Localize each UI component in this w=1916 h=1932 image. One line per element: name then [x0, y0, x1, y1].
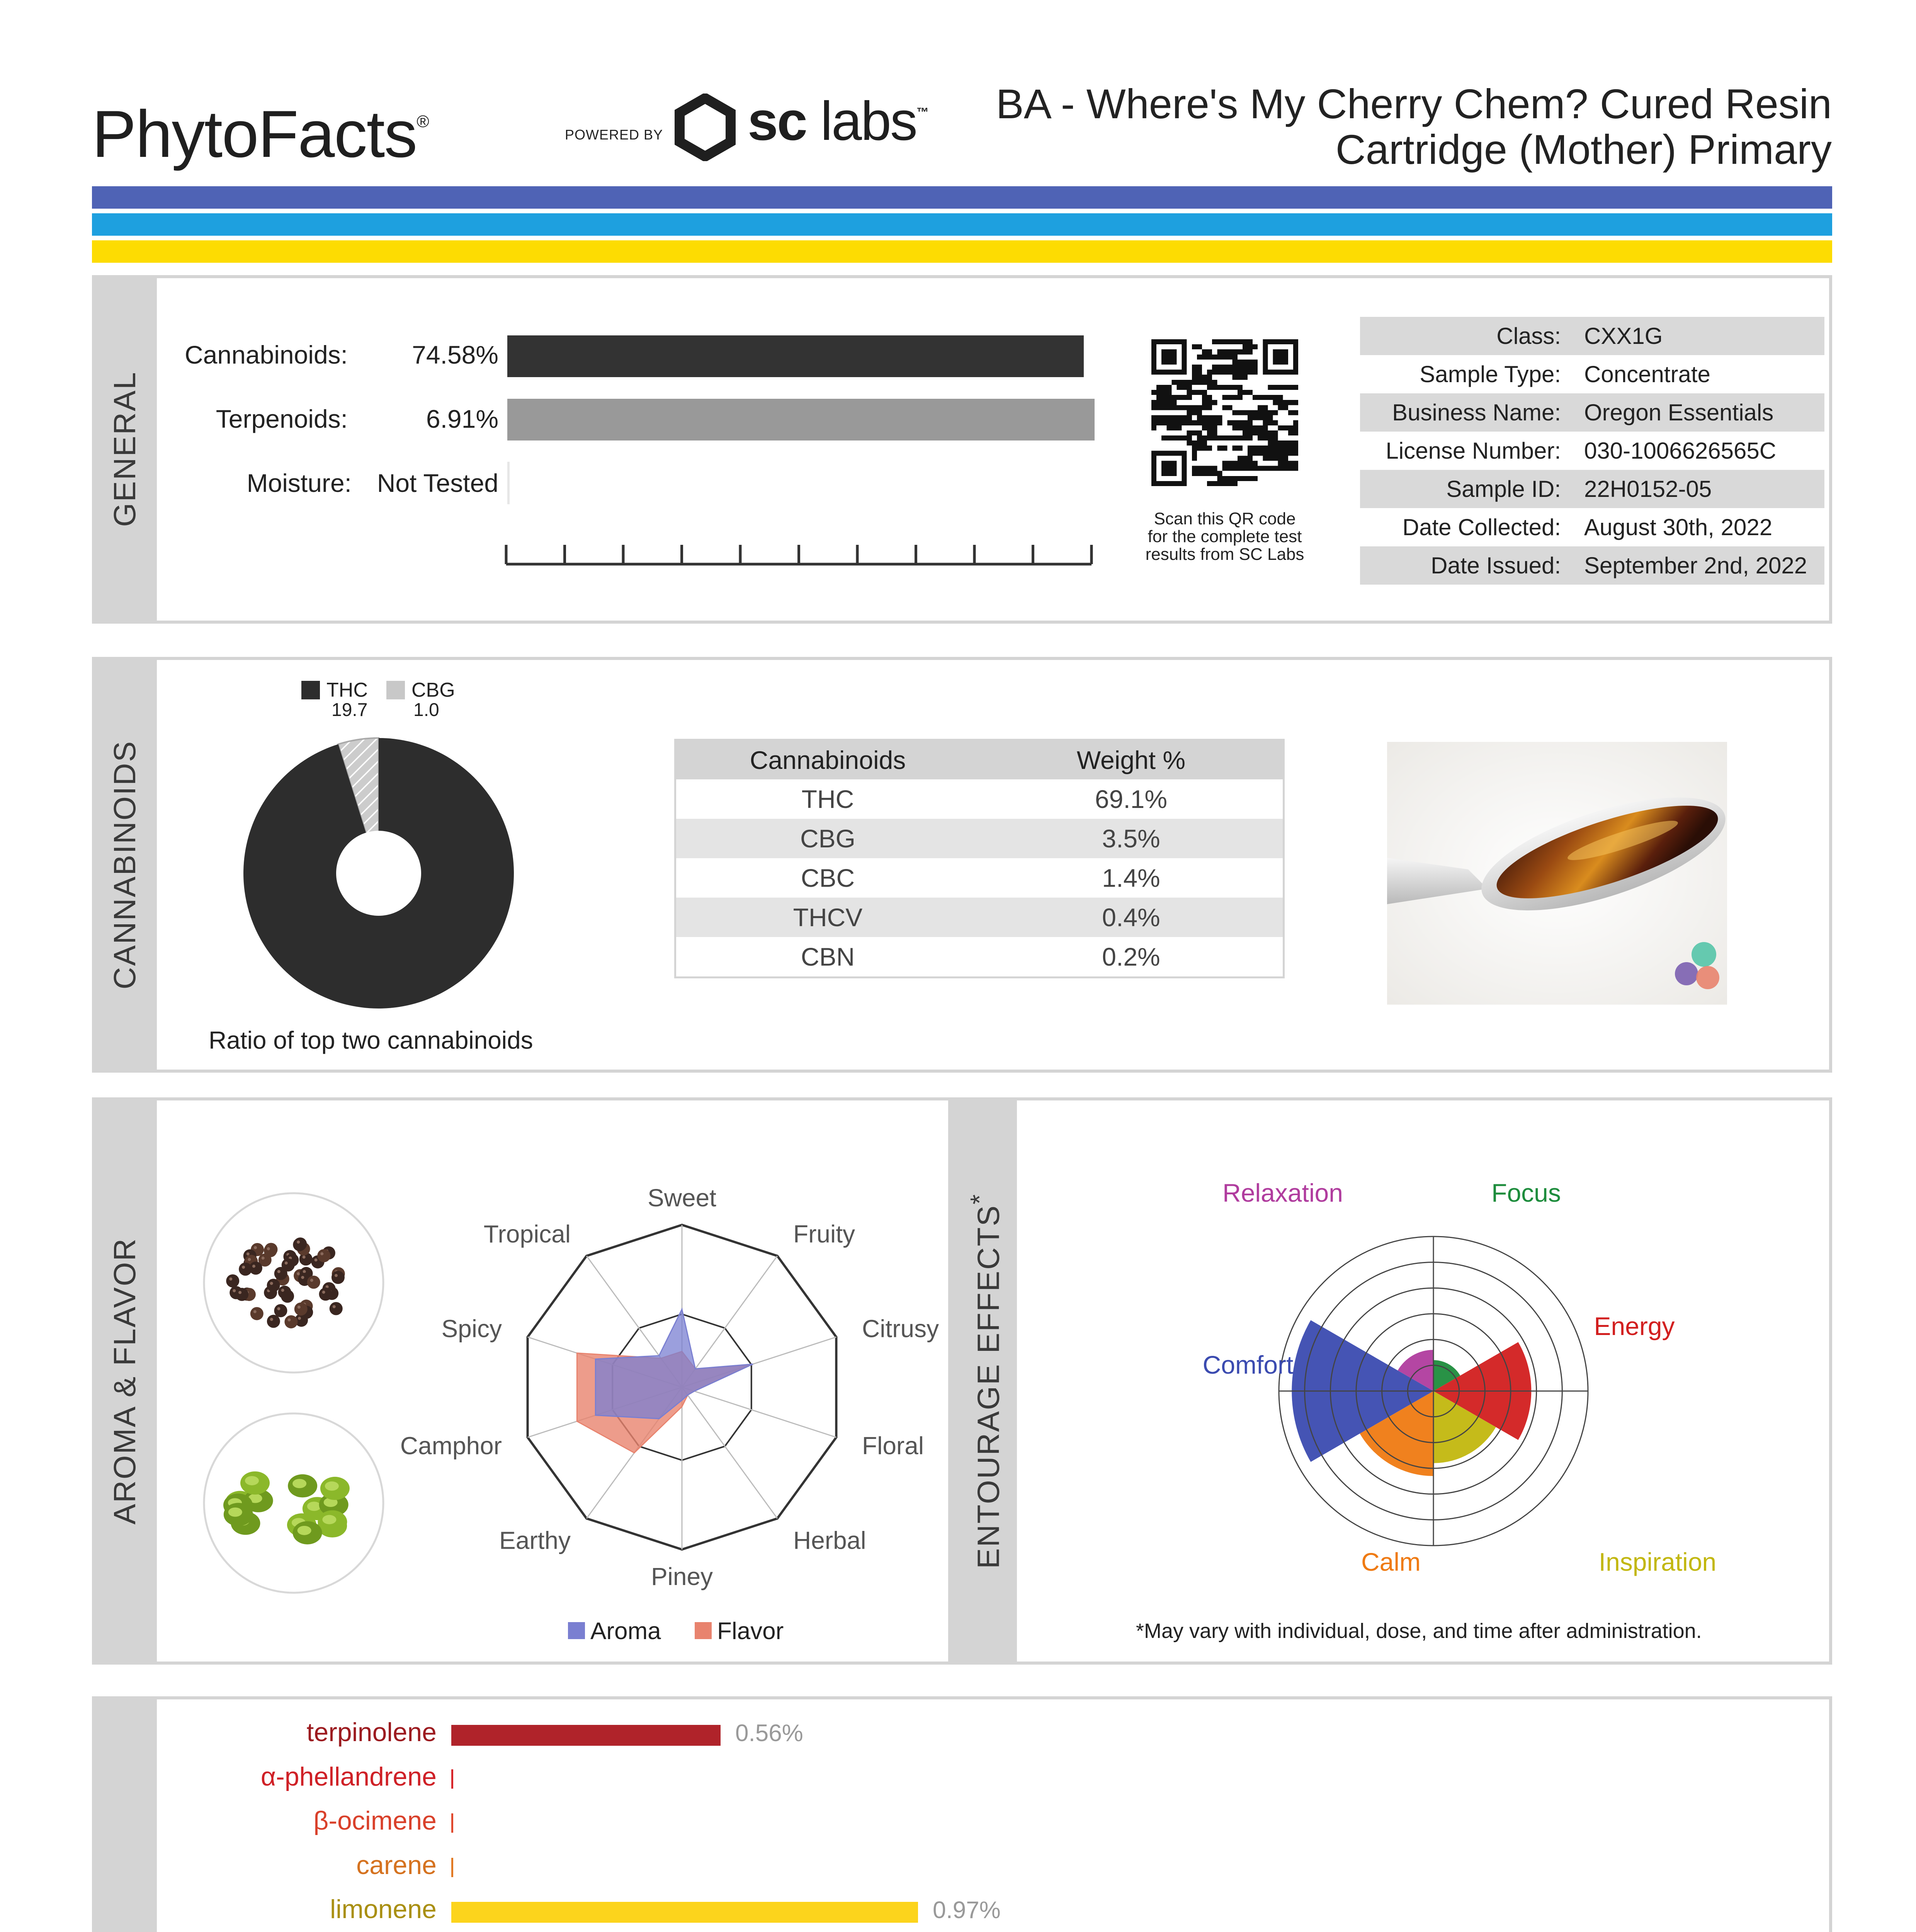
effect-label-focus: Focus	[1491, 1179, 1561, 1207]
info-value: 030-1006626565C	[1584, 438, 1777, 464]
effect-label-energy: Energy	[1594, 1312, 1675, 1340]
entourage-effects-chart	[1140, 1175, 1758, 1600]
moisture-bar-empty	[507, 462, 510, 504]
effect-label-calm: Calm	[1361, 1548, 1421, 1576]
cannabinoids-section-label: CANNABINOIDS	[107, 740, 142, 990]
effect-label-relaxation: Relaxation	[1222, 1179, 1343, 1207]
radar-axis-label: Floral	[862, 1432, 924, 1460]
info-row	[1360, 355, 1824, 393]
radar-axis-label: Camphor	[400, 1432, 502, 1460]
header-stripe-blue	[92, 186, 1832, 209]
cannabinoid-name: CBN	[801, 942, 855, 971]
radar-axis-label: Piney	[651, 1563, 713, 1590]
cannabinoid-weight: 0.2%	[1102, 942, 1160, 971]
general-sidebar	[92, 275, 157, 624]
terpene-bar	[451, 1725, 721, 1746]
terpene-value: 0.56%	[735, 1720, 803, 1747]
effects-disclaimer: *May vary with individual, dose, and time after administration.	[1136, 1619, 1702, 1643]
info-value: CXX1G	[1584, 323, 1663, 349]
sample-info-table	[1360, 317, 1824, 585]
cannabinoid-ratio-pie	[232, 726, 525, 1020]
terpene-bar	[451, 1769, 453, 1789]
effect-label-comfort: Comfort	[1202, 1350, 1294, 1379]
info-key: Sample Type:	[1420, 361, 1561, 387]
cannabinoid-row	[676, 858, 1283, 898]
terpenoids-value: 6.91%	[426, 405, 498, 433]
general-scale-axis	[502, 537, 1097, 572]
moisture-label: Moisture:	[247, 469, 352, 497]
sc-labs-logo: sc labs™	[748, 90, 928, 152]
cannabinoid-row	[676, 819, 1283, 858]
info-row	[1360, 317, 1824, 355]
moisture-value: Not Tested	[377, 469, 498, 497]
legend-thc-value: 19.7	[332, 700, 368, 720]
info-key: License Number:	[1386, 438, 1561, 464]
cannabinoid-weight: 69.1%	[1095, 785, 1168, 813]
info-key: Class:	[1496, 323, 1561, 349]
col-header-weight: Weight %	[1076, 746, 1186, 774]
info-row	[1360, 508, 1824, 546]
phytoprint-sidebar	[92, 1696, 157, 1932]
terpene-bar	[451, 1858, 453, 1877]
info-value: 22H0152-05	[1584, 476, 1712, 502]
legend-cbg-name: CBG	[411, 679, 455, 701]
effects-sidebar	[948, 1097, 1017, 1665]
cannabinoids-sidebar	[92, 657, 157, 1073]
cannabinoid-row	[676, 898, 1283, 937]
aroma-sidebar	[92, 1097, 157, 1665]
pie-caption: Ratio of top two cannabinoids	[209, 1026, 533, 1054]
terpene-value: 0.97%	[933, 1897, 1001, 1923]
radar-axis-label: Herbal	[793, 1526, 866, 1554]
legend-aroma-label: Aroma	[590, 1618, 661, 1645]
cannabinoids-label: Cannabinoids:	[185, 340, 348, 369]
cannabinoid-table-header	[676, 741, 1283, 779]
terpenoids-label: Terpenoids:	[216, 405, 348, 433]
info-row	[1360, 546, 1824, 585]
effect-label-inspiration: Inspiration	[1598, 1548, 1717, 1576]
qr-code[interactable]	[1151, 339, 1298, 486]
legend-flavor-label: Flavor	[717, 1618, 784, 1645]
cannabinoid-weight: 3.5%	[1102, 824, 1160, 853]
legend-swatch-flavor	[695, 1622, 712, 1639]
legend-swatch-thc	[301, 681, 320, 699]
terpene-bar	[451, 1902, 918, 1923]
terpene-name: α-phellandrene	[260, 1762, 437, 1791]
cannabinoid-weight: 1.4%	[1102, 864, 1160, 892]
terpenoids-bar	[507, 399, 1095, 440]
radar-axis-label: Spicy	[441, 1315, 502, 1343]
info-row	[1360, 432, 1824, 470]
report-title: BA - Where's My Cherry Chem? Cured Resin Cartridge (Mother) Primary	[996, 80, 1832, 173]
cannabinoid-row	[676, 779, 1283, 819]
info-value: September 2nd, 2022	[1584, 553, 1807, 578]
sc-labs-hexagon-icon	[674, 94, 736, 161]
cannabinoid-row	[676, 937, 1283, 976]
col-header-cannabinoids: Cannabinoids	[750, 746, 906, 774]
legend-swatch-aroma	[568, 1622, 585, 1639]
powered-by-label: POWERED BY	[565, 127, 663, 143]
cannabinoids-bar	[507, 335, 1084, 377]
peppercorn-image	[201, 1190, 386, 1376]
cannabinoid-weight: 0.4%	[1102, 903, 1160, 932]
info-row	[1360, 393, 1824, 432]
info-key: Business Name:	[1392, 400, 1561, 425]
aroma-flavor-radar-chart	[394, 1155, 950, 1619]
radar-axis-label: Citrusy	[862, 1315, 939, 1343]
hops-image	[201, 1410, 386, 1596]
terpene-name: carene	[356, 1850, 437, 1880]
header-stripe-cyan	[92, 213, 1832, 236]
info-key: Date Issued:	[1431, 553, 1561, 578]
cannabinoid-table	[674, 739, 1285, 978]
cannabinoids-value: 74.58%	[412, 340, 498, 369]
cannabinoid-name: THCV	[793, 903, 863, 932]
cannabinoid-name: CBC	[801, 864, 855, 892]
cannabinoid-name: CBG	[800, 824, 856, 853]
radar-axis-label: Sweet	[648, 1184, 716, 1212]
info-key: Date Collected:	[1402, 514, 1561, 540]
aroma-flavor-section-label: AROMA & FLAVOR	[107, 1237, 142, 1525]
radar-axis-label: Fruity	[793, 1220, 855, 1248]
terpene-name: limonene	[330, 1895, 437, 1924]
concentrate-product-image	[1387, 742, 1727, 1005]
legend-cbg-value: 1.0	[413, 700, 439, 720]
phytofacts-logo: PhytoFacts®	[92, 97, 428, 171]
phytoprint-section-label	[107, 1862, 142, 1932]
legend-swatch-cbg	[386, 681, 405, 699]
terpene-bar-chart	[162, 1716, 1824, 1932]
info-row	[1360, 470, 1824, 508]
entourage-effects-section-label: ENTOURAGE EFFECTS*	[966, 1193, 1006, 1569]
radar-axis-label: Earthy	[499, 1526, 571, 1554]
info-value: August 30th, 2022	[1584, 514, 1773, 540]
info-key: Sample ID:	[1446, 476, 1561, 502]
info-value: Concentrate	[1584, 361, 1710, 387]
legend-thc-name: THC	[326, 679, 368, 701]
terpene-name: β-ocimene	[313, 1806, 437, 1835]
radar-axis-label: Tropical	[483, 1220, 571, 1248]
terpene-bar	[451, 1813, 453, 1833]
qr-caption: Scan this QR code for the complete test results from SC Labs	[1145, 509, 1304, 564]
general-section-label: GENERAL	[107, 371, 142, 527]
terpene-name: terpinolene	[306, 1718, 437, 1747]
header-stripe-yellow	[92, 240, 1832, 263]
info-value: Oregon Essentials	[1584, 400, 1774, 425]
cannabinoid-name: THC	[801, 785, 854, 813]
